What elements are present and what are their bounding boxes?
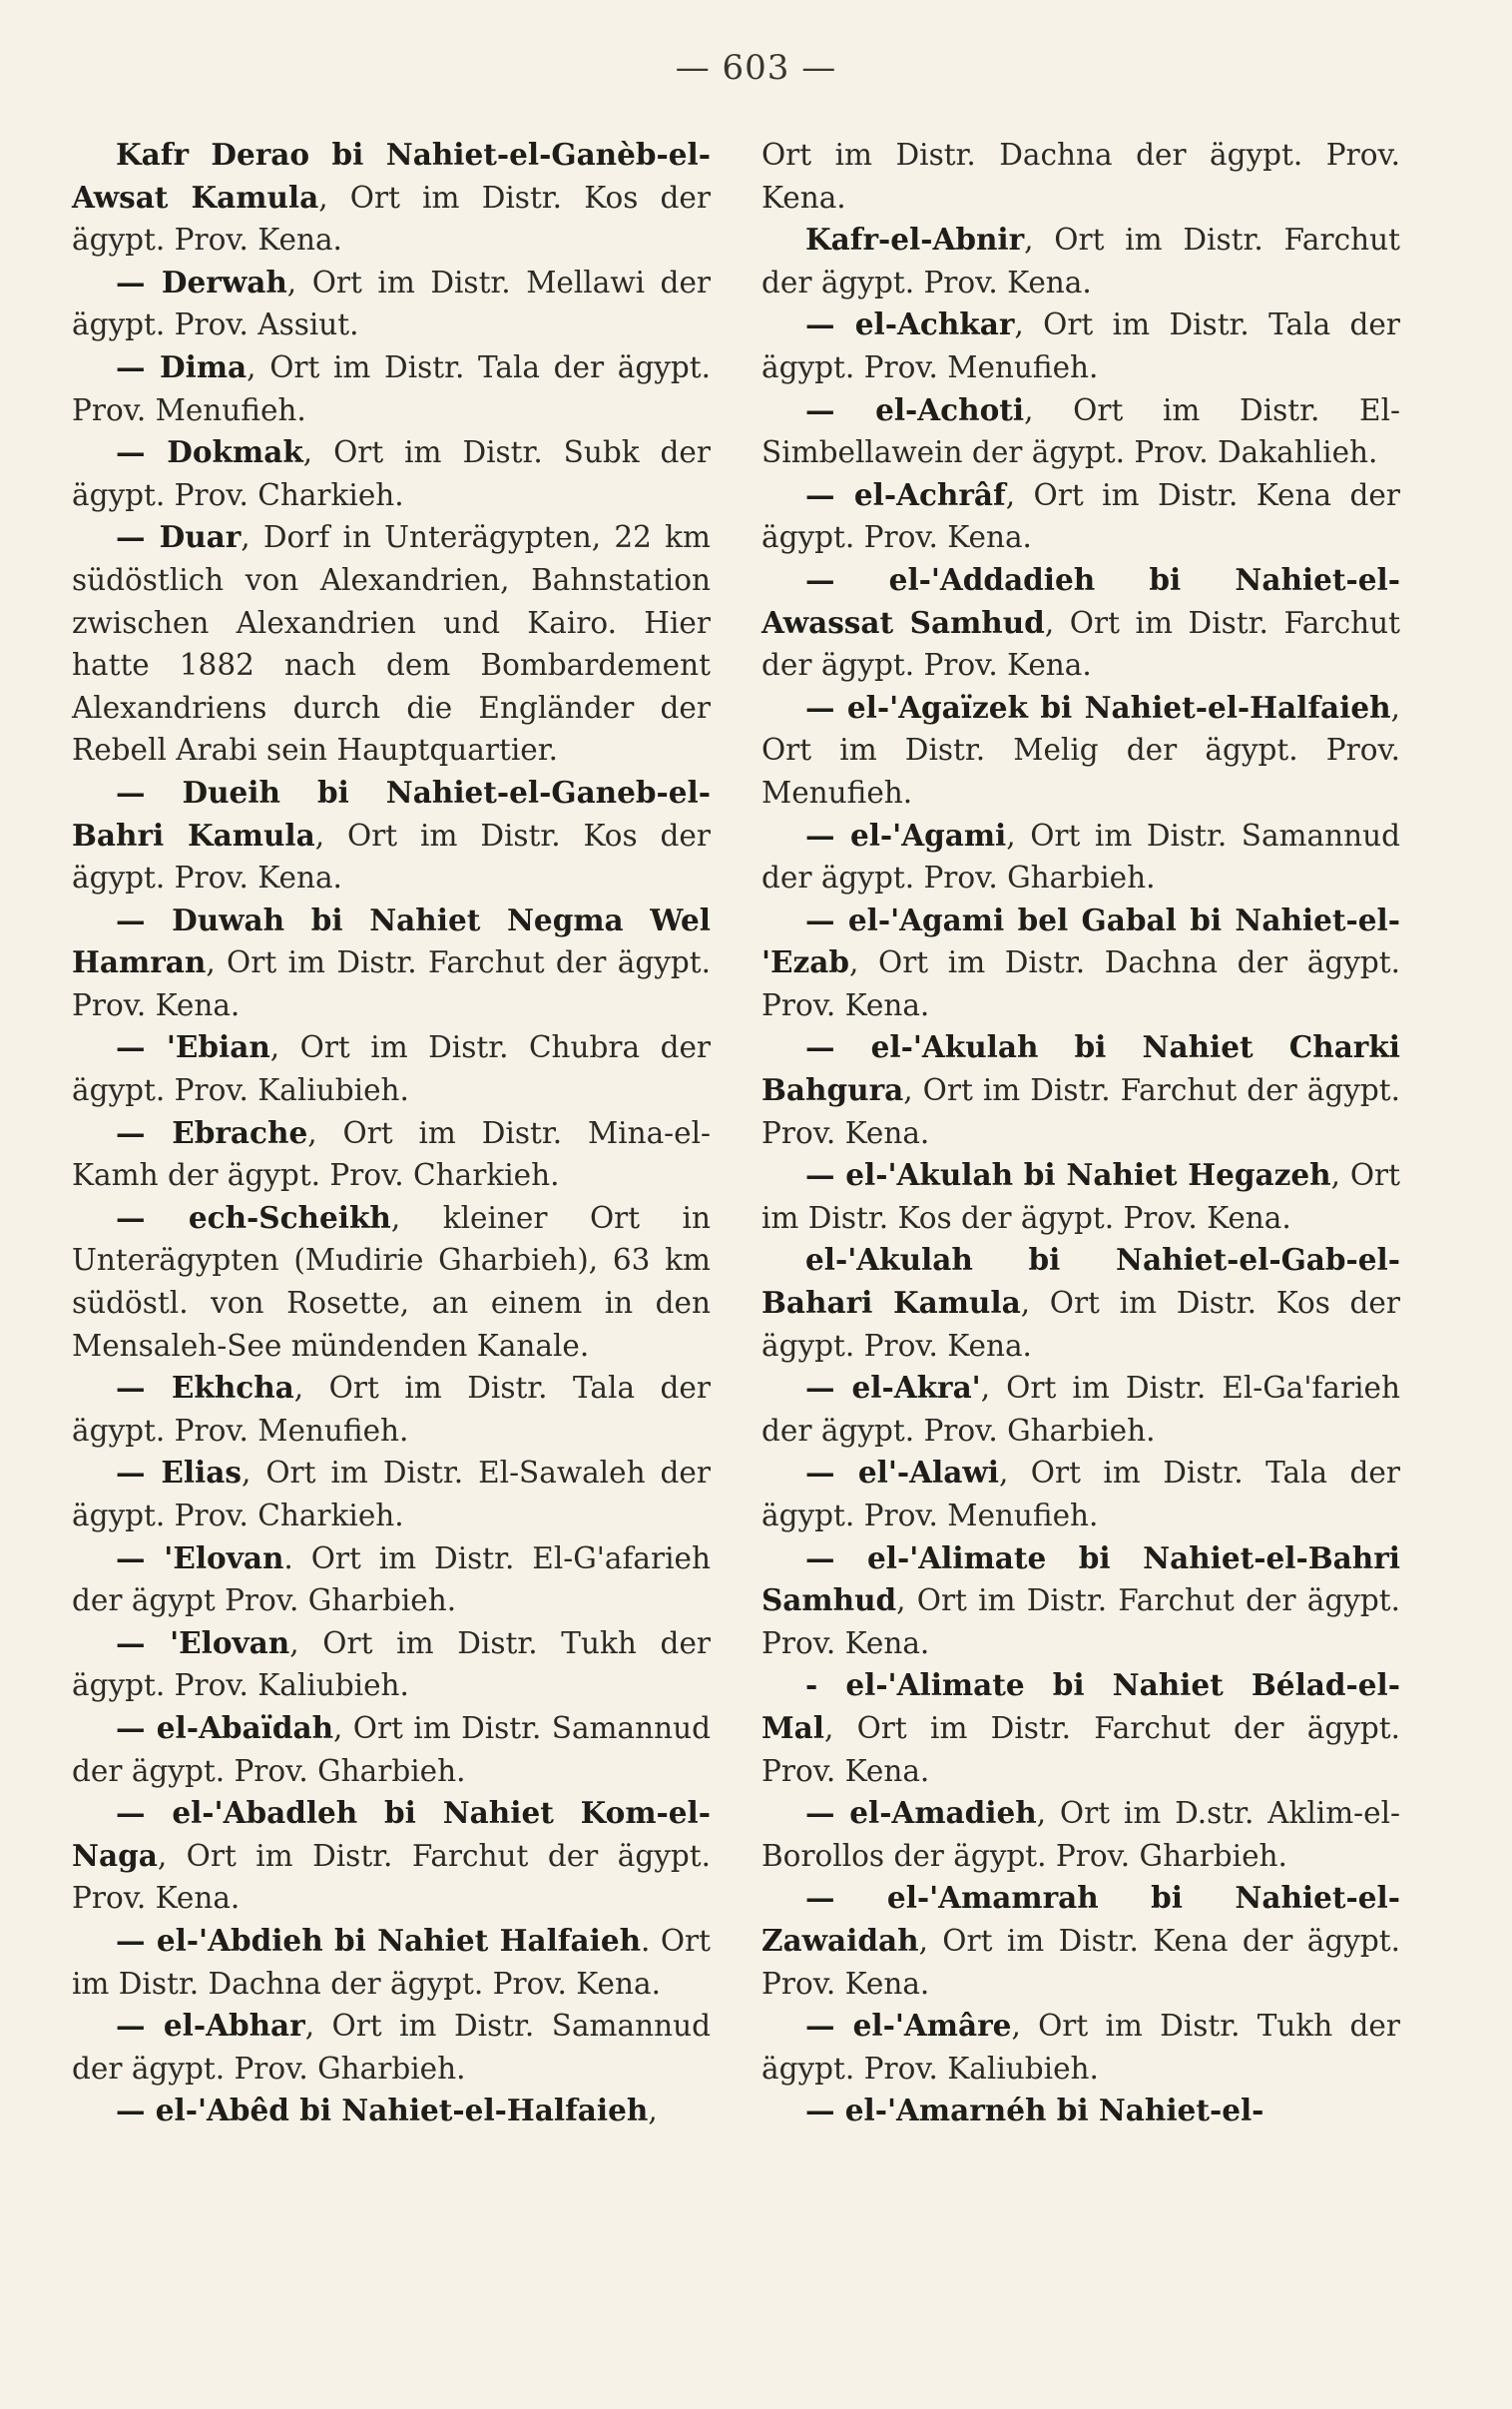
entry-text: , Ort im D.str. Aklim-el-Borollos der ägypt. Prov. Gharbieh. <box>761 1796 1401 1873</box>
entry-text: , Ort im Distr. Mellawi der ägypt. Prov. Assiut. <box>72 265 711 342</box>
entry-headword: — el-Abhar <box>116 2008 305 2044</box>
entry-text: , Ort im Distr. Tala der ägypt. Prov. Menufieh. <box>761 307 1400 384</box>
dictionary-entry <box>72 772 711 900</box>
entry-headword: Kafr-el-Abnir <box>805 222 1025 258</box>
entry-headword: — Dokmak <box>116 434 303 470</box>
dictionary-entry <box>761 1154 1400 1239</box>
entry-headword: — el-'Akulah bi Nahiet Charki Bahgura <box>761 1029 1400 1108</box>
entry-headword: — el-'Amarnéh bi Nahiet-el- <box>805 2093 1264 2128</box>
entry-text: , Ort im Distr. Samannud der ägypt. Prov. Gharbieh. <box>72 2009 711 2086</box>
entry-headword: — el-Achoti <box>805 391 1025 427</box>
dictionary-entry <box>72 1537 711 1622</box>
left-column <box>72 134 711 2132</box>
entry-text: , Ort im Distr. Subk der ägypt. Prov. Charkieh. <box>72 435 711 512</box>
entry-headword: — el-Abaïdah <box>116 1709 334 1745</box>
entry-text: , Ort im Distr. Tala der ägypt. Prov. Menufieh. <box>761 1456 1400 1532</box>
entry-headword: — el-Achkar <box>805 306 1015 342</box>
dictionary-entry <box>72 1452 711 1536</box>
entry-text: , Ort im Distr. Samannud der ägypt. Prov. Gharbieh. <box>72 1710 711 1788</box>
entry-headword: — el-'Akulah bi Nahiet Hegazeh <box>805 1157 1331 1193</box>
entry-headword: — el-'Amamrah bi Nahiet-el-Zawaidah <box>761 1880 1400 1958</box>
entry-text: , Dorf in Unterägypten, 22 km südöstlich von Alexandrien, Bahnstation zwischen Alexandrien und Kairo. Hier hatte 1882 nach dem Bombardement Alexandriens durch die Engländer der Rebell Arabi sein Hauptquartier. <box>72 520 711 768</box>
dictionary-entry <box>761 134 1400 219</box>
entry-headword: — 'Elovan <box>116 1539 284 1575</box>
dictionary-entry <box>761 2090 1400 2132</box>
entry-headword: — el-'Alimate bi Nahiet-el-Bahri Samhud <box>761 1539 1400 1618</box>
dictionary-entry <box>761 303 1400 388</box>
entry-text: , Ort im Distr. Kos der ägypt. Prov. Kena. <box>72 180 711 258</box>
dictionary-entry <box>761 389 1400 474</box>
entry-text: , Ort im Distr. Tukh der ägypt. Prov. Kaliubieh. <box>761 2009 1400 2086</box>
entry-text: , Ort im Distr. Melig der ägypt. Prov. Menufieh. <box>761 690 1400 810</box>
entry-headword: — 'Ebian <box>116 1029 270 1065</box>
dictionary-entry <box>761 1452 1400 1536</box>
entry-text: , Ort im Distr. Kena der ägypt. Prov. Kena. <box>761 1923 1400 2001</box>
entry-headword: el-'Akulah bi Nahiet-el-Gab-el-Bahari Kamula <box>761 1242 1400 1321</box>
entry-text: , Ort im Distr. Kena der ägypt. Prov. Kena. <box>761 477 1400 555</box>
entry-headword: — el-Achrâf <box>805 476 1006 512</box>
dictionary-entry <box>72 1367 711 1452</box>
dictionary-entry <box>761 1537 1400 1665</box>
dictionary-entry <box>72 1112 711 1197</box>
dictionary-entry <box>72 1197 711 1367</box>
dictionary-entry <box>72 1622 711 1707</box>
entry-headword: — el-'Abdieh bi Nahiet Halfaieh <box>116 1922 642 1958</box>
dictionary-entry <box>761 219 1400 303</box>
entry-text: , kleiner Ort in Unterägypten (Mudirie Gharbieh), 63 km südöstl. von Rosette, an einem in den Mensaleh-See mündenden Kanale. <box>72 1200 711 1363</box>
entry-headword: Kafr Derao bi Nahiet-el-Ganèb-el-Awsat Kamula <box>72 137 711 215</box>
entry-text: , Ort im Distr. Chubra der ägypt. Prov. Kaliubieh. <box>72 1030 712 1108</box>
dictionary-entry <box>761 1239 1400 1367</box>
dictionary-entry <box>761 815 1400 900</box>
entry-text: Ort im Distr. Dachna der ägypt. Prov. Kena. <box>761 138 1400 215</box>
dictionary-entry <box>761 2005 1400 2090</box>
entry-text: , Ort im Distr. Farchut der ägypt. Prov. Kena. <box>761 1710 1400 1788</box>
entry-text: , <box>648 2094 658 2128</box>
entry-headword: — el'-Alawi <box>805 1455 999 1491</box>
entry-text: , Ort im Distr. El-Simbellawein der ägypt. Prov. Dakahlieh. <box>761 392 1400 470</box>
entry-headword: — el-'Abadleh bi Nahiet Kom-el-Naga <box>72 1795 711 1873</box>
dictionary-entry <box>761 1664 1400 1792</box>
entry-text: , Ort im Distr. Dachna der ägypt. Prov. Kena. <box>761 945 1400 1022</box>
entry-headword: — Ebrache <box>116 1114 308 1150</box>
dictionary-entry <box>761 1367 1400 1452</box>
dictionary-entry <box>761 1026 1400 1154</box>
dictionary-entry <box>761 559 1400 687</box>
entry-text: , Ort im Distr. Farchut der ägypt. Prov. Kena. <box>761 605 1400 683</box>
entry-text: , Ort im Distr. Farchut der ägypt. Prov. Kena. <box>72 1838 711 1916</box>
entry-headword: — ech-Scheikh <box>116 1199 391 1235</box>
entry-text: , Ort im Distr. El-Ga'farieh der ägypt. Prov. Gharbieh. <box>761 1371 1400 1448</box>
dictionary-entry <box>761 474 1400 559</box>
entry-headword: — Duar <box>116 519 242 555</box>
entry-text: , Ort im Distr. Tala der ägypt. Prov. Menufieh. <box>72 349 712 427</box>
page-number: — 603 — <box>675 48 837 88</box>
dictionary-entry <box>72 1920 711 2005</box>
dictionary-entry <box>72 1707 711 1792</box>
dictionary-entry <box>761 900 1400 1027</box>
entry-headword: — el-'Abêd bi Nahiet-el-Halfaieh <box>116 2093 649 2128</box>
dictionary-entry <box>761 1792 1400 1877</box>
entry-headword: — Ekhcha <box>116 1370 294 1406</box>
dictionary-entry <box>72 134 711 262</box>
entry-text: , Ort im Distr. Tala der ägypt. Prov. Menufieh. <box>72 1371 711 1448</box>
entry-headword: — el-'Amâre <box>805 2008 1012 2044</box>
entry-text: , Ort im Distr. Mina-el-Kamh der ägypt. Prov. Charkieh. <box>72 1115 712 1193</box>
entry-text: , Ort im Distr. Kos der ägypt. Prov. Kena. <box>761 1286 1400 1363</box>
entry-text: . Ort im Distr. El-G'afarieh der ägypt Prov. Gharbieh. <box>72 1540 711 1618</box>
entry-headword: — el-'Addadieh bi Nahiet-el-Awassat Samhud <box>761 561 1400 640</box>
entry-headword: — el-'Agami <box>805 817 1007 853</box>
dictionary-entry <box>72 1026 711 1111</box>
dictionary-entry <box>72 2090 711 2132</box>
dictionary-entry <box>72 516 711 772</box>
right-column <box>761 134 1400 2132</box>
entry-text: , Ort im Distr. Farchut der ägypt. Prov. Kena. <box>761 223 1400 300</box>
entry-headword: — 'Elovan <box>116 1624 290 1660</box>
entry-text: , Ort im Distr. Farchut der ägypt. Prov. Kena. <box>761 1073 1400 1150</box>
entry-headword: — el-Amadieh <box>805 1795 1037 1831</box>
dictionary-entry <box>72 1792 711 1920</box>
entry-headword: - el-'Alimate bi Nahiet Bélad-el-Mal <box>761 1667 1400 1745</box>
dictionary-entry <box>72 346 711 431</box>
entry-headword: — Duwah bi Nahiet Negma Wel Hamran <box>72 902 711 980</box>
entry-text: , Ort im Distr. Farchut der ägypt. Prov. Kena. <box>72 945 711 1022</box>
entry-text: , Ort im Distr. Farchut der ägypt. Prov. Kena. <box>761 1583 1400 1660</box>
entry-headword: — el-'Agaïzek bi Nahiet-el-Halfaieh <box>805 689 1391 725</box>
entry-headword: — Derwah <box>116 264 287 300</box>
entry-headword: — el-'Agami bel Gabal bi Nahiet-el-'Ezab <box>761 902 1400 980</box>
dictionary-entry <box>72 431 711 516</box>
entry-text: , Ort im Distr. El-Sawaleh der ägypt. Prov. Charkieh. <box>72 1456 711 1532</box>
entry-headword: — Dima <box>116 348 248 384</box>
entry-text: , Ort im Distr. Tukh der ägypt. Prov. Kaliubieh. <box>72 1625 711 1703</box>
dictionary-entry <box>761 1877 1400 2005</box>
dictionary-entry <box>72 262 711 346</box>
entry-text: , Ort im Distr. Kos der ägypt. Prov. Kena. <box>72 818 711 896</box>
entry-headword: — Dueih bi Nahiet-el-Ganeb-el-Bahri Kamula <box>72 774 711 853</box>
entry-headword: — el-Akra' <box>805 1370 981 1406</box>
entry-text: , Ort im Distr. Samannud der ägypt. Prov. Gharbieh. <box>761 818 1400 896</box>
dictionary-entry <box>761 687 1400 815</box>
entry-text: , Ort im Distr. Kos der ägypt. Prov. Kena. <box>761 1158 1400 1235</box>
entry-text: . Ort im Distr. Dachna der ägypt. Prov. Kena. <box>72 1923 711 2001</box>
dictionary-entry <box>72 2005 711 2090</box>
dictionary-entry <box>72 900 711 1027</box>
entry-headword: — Elias <box>116 1455 242 1491</box>
